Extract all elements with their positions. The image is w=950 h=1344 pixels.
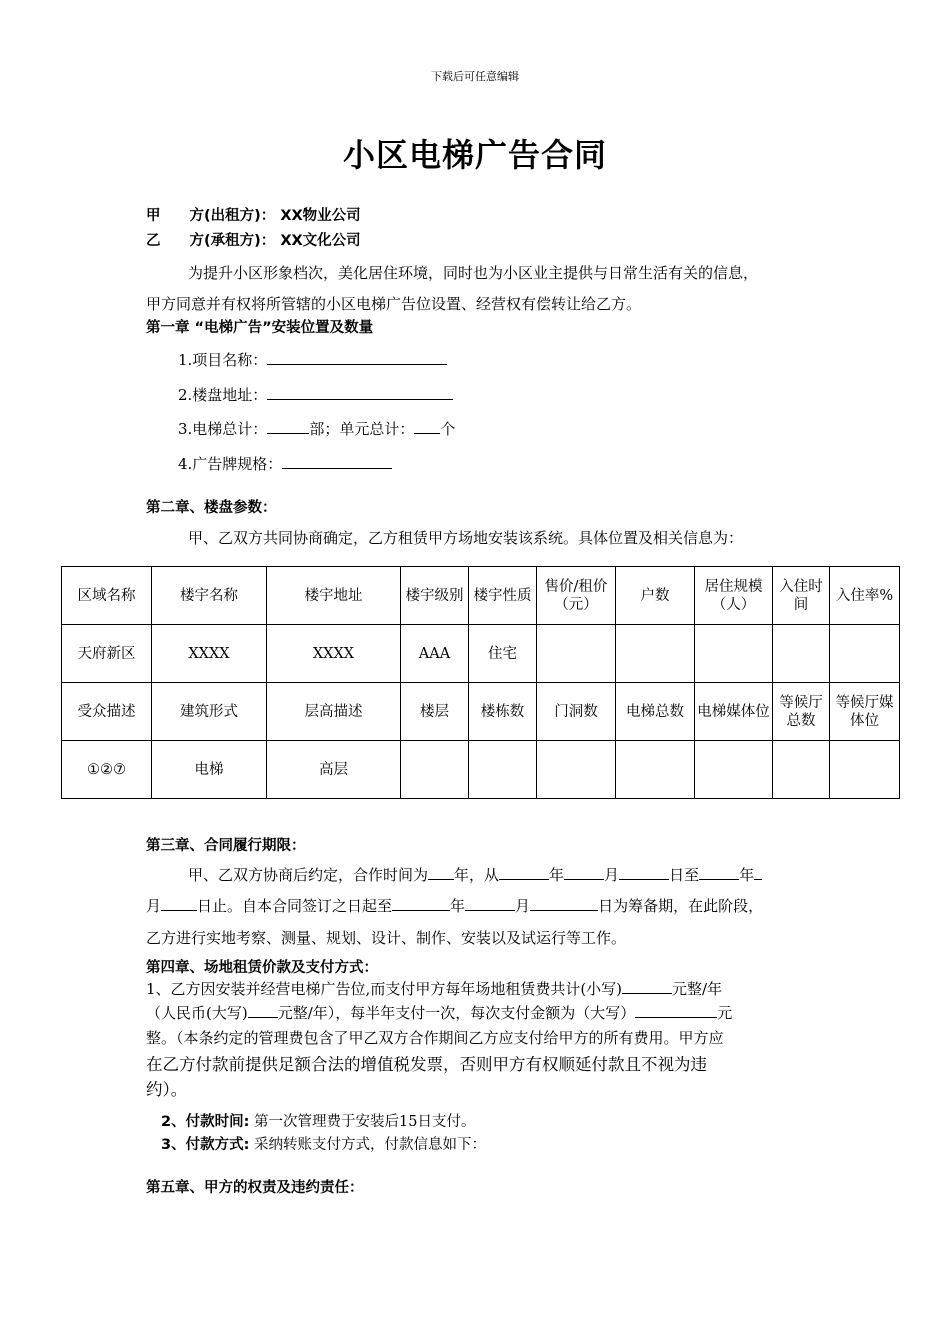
- ch4-para-1: [146, 978, 722, 999]
- ch3-text: 年: [549, 866, 565, 884]
- party-a-label: 甲 方(出租方)：: [146, 208, 276, 224]
- chapter-1-heading: 第一章 “电梯广告”安装位置及数量: [146, 320, 374, 336]
- table-cell: 门洞数: [537, 683, 616, 741]
- annual-fee-words-blank[interactable]: [248, 1003, 278, 1018]
- table-cell: [773, 625, 830, 683]
- ch4-text: （人民币(大写): [146, 1004, 248, 1022]
- ch3-line-2: [146, 895, 763, 916]
- ch3-text: 月: [604, 866, 620, 884]
- sign-spec-blank[interactable]: [282, 454, 392, 469]
- annual-fee-blank[interactable]: [622, 979, 672, 994]
- chapter-2-heading: 第二章、楼盘参数：: [146, 500, 277, 516]
- ch1-item-4-label: 4.广告牌规格：: [178, 455, 283, 473]
- ch4-item-2: [161, 1110, 475, 1131]
- table-cell: 等候厅媒体位: [830, 683, 900, 741]
- table-cell: 电梯: [152, 741, 267, 799]
- table-cell: 电梯总数: [616, 683, 695, 741]
- ch4-para-4: 在乙方付款前提供足额合法的增值税发票，否则甲方有权顺延付款且不视为违: [146, 1055, 707, 1074]
- ch4-para-2: [146, 1002, 732, 1023]
- chapter-3-heading: 第三章、合同履行期限：: [146, 838, 306, 854]
- ch1-item-2: [178, 384, 453, 405]
- ch1-item-1: [178, 349, 447, 370]
- table-cell: [695, 741, 773, 799]
- table-cell: [469, 741, 537, 799]
- party-a-value: XX物业公司: [280, 208, 361, 224]
- payment-method-label: 3、付款方式:: [161, 1137, 250, 1153]
- ch4-text: 元整/年: [672, 980, 723, 998]
- start-month-blank[interactable]: [564, 865, 604, 880]
- ch1-item-3-mid: 部；单元总计：: [309, 420, 415, 438]
- start-day-blank[interactable]: [619, 865, 669, 880]
- ch3-text: 年: [450, 897, 466, 915]
- table-cell: [773, 741, 830, 799]
- table-cell: [537, 741, 616, 799]
- table-cell: 区域名称: [62, 567, 152, 625]
- chapter-4-heading: 第四章、场地租赁价款及支付方式：: [146, 960, 378, 976]
- table-cell: [830, 741, 900, 799]
- table-cell: 楼宇名称: [152, 567, 267, 625]
- ch3-text: 日至: [669, 866, 700, 884]
- address-blank[interactable]: [267, 385, 453, 400]
- ch3-text: 年: [739, 866, 755, 884]
- ch4-text: 元: [717, 1004, 733, 1022]
- table-cell: 入住时间: [773, 567, 830, 625]
- prep-day-blank[interactable]: [530, 896, 598, 911]
- ch3-line-3: 乙方进行实地考察、测量、规划、设计、制作、安装以及试运行等工作。: [146, 929, 627, 947]
- table-row: [62, 625, 900, 683]
- ch1-item-4: [178, 453, 392, 474]
- project-name-blank[interactable]: [267, 350, 447, 365]
- prep-month-blank[interactable]: [465, 896, 515, 911]
- table-row: [62, 567, 900, 625]
- party-b-label: 乙 方(承租方)：: [146, 233, 276, 249]
- table-cell: 等候厅总数: [773, 683, 830, 741]
- ch4-text: 元整/年），每半年支付一次，每次支付金额为（大写）: [277, 1004, 636, 1022]
- installment-blank[interactable]: [635, 1003, 717, 1018]
- chapter-5-heading: 第五章、甲方的权责及违约责任：: [146, 1180, 364, 1196]
- page-title: 小区电梯广告合同: [342, 136, 607, 174]
- table-cell: 楼宇级别: [401, 567, 469, 625]
- elevator-count-blank[interactable]: [267, 419, 309, 434]
- payment-time-text: 第一次管理费于安装后15日支付。: [254, 1114, 476, 1130]
- table-cell: [695, 625, 773, 683]
- ch1-item-2-label: 2.楼盘地址：: [178, 386, 268, 404]
- table-cell: 入住率%: [830, 567, 900, 625]
- end-year-blank[interactable]: [699, 865, 739, 880]
- ch4-item-3: [161, 1133, 486, 1154]
- prep-year-blank[interactable]: [392, 896, 450, 911]
- table-cell: XXXX: [267, 625, 401, 683]
- ch3-text: 月: [515, 897, 531, 915]
- table-cell: 受众描述: [62, 683, 152, 741]
- chapter-2-intro: 甲、乙双方共同协商确定，乙方租赁甲方场地安装该系统。具体位置及相关信息为：: [188, 529, 744, 547]
- table-cell: 层高描述: [267, 683, 401, 741]
- ch3-text: 甲、乙双方协商后约定，合作时间为: [188, 866, 429, 884]
- table-cell: ①②⑦: [62, 741, 152, 799]
- table-cell: 居住规模（人）: [695, 567, 773, 625]
- unit-count-blank[interactable]: [414, 419, 440, 434]
- table-cell: [537, 625, 616, 683]
- payment-time-label: 2、付款时间:: [161, 1114, 250, 1130]
- table-cell: [616, 741, 695, 799]
- end-month-blank-start[interactable]: [754, 865, 762, 880]
- table-cell: [830, 625, 900, 683]
- ch1-item-3-label: 3.电梯总计：: [178, 420, 268, 438]
- table-cell: 天府新区: [62, 625, 152, 683]
- ch1-item-3-end: 个: [440, 420, 456, 438]
- ch3-text: 日止。自本合同签订之日起至: [197, 897, 393, 915]
- ch4-text: 1、乙方因安装并经营电梯广告位,而支付甲方每年场地租赁费共计(小写): [146, 980, 623, 998]
- end-day-blank[interactable]: [161, 896, 197, 911]
- table-cell: 楼层: [401, 683, 469, 741]
- payment-method-text: 采纳转账支付方式，付款信息如下：: [254, 1137, 486, 1153]
- party-b: [146, 229, 361, 250]
- ch3-line-1: [188, 864, 762, 885]
- table-cell: [616, 625, 695, 683]
- party-b-value: XX文化公司: [280, 233, 361, 249]
- table-cell: 户数: [616, 567, 695, 625]
- table-cell: 建筑形式: [152, 683, 267, 741]
- table-row: [62, 741, 900, 799]
- header-note: 下载后可任意编辑: [431, 70, 519, 83]
- intro-line-2: 甲方同意并有权将所管辖的小区电梯广告位设置、经营权有偿转让给乙方。: [146, 295, 642, 313]
- ch4-para-3: 整。（本条约定的管理费包含了甲乙双方合作期间乙方应支付给甲方的所有费用。甲方应: [146, 1029, 724, 1047]
- ch3-text: 月: [146, 897, 162, 915]
- intro-line-1: 为提升小区形象档次，美化居住环境，同时也为小区业主提供与日常生活有关的信息，: [188, 264, 759, 282]
- table-cell: 住宅: [469, 625, 537, 683]
- table-cell: 楼宇性质: [469, 567, 537, 625]
- ch3-text: 日为筹备期，在此阶段，: [598, 897, 764, 915]
- table-cell: 楼宇地址: [267, 567, 401, 625]
- ch1-item-1-label: 1.项目名称：: [178, 351, 268, 369]
- building-params-table: [61, 566, 900, 799]
- table-cell: 高层: [267, 741, 401, 799]
- ch3-text: 年，从: [454, 866, 500, 884]
- table-cell: 售价/租价（元）: [537, 567, 616, 625]
- term-years-blank[interactable]: [428, 865, 454, 880]
- start-year-blank[interactable]: [499, 865, 549, 880]
- party-a: [146, 204, 361, 225]
- ch4-para-5: 约）。: [146, 1080, 188, 1099]
- table-cell: XXXX: [152, 625, 267, 683]
- table-row: [62, 683, 900, 741]
- table-cell: 楼栋数: [469, 683, 537, 741]
- table-cell: AAA: [401, 625, 469, 683]
- table-cell: 电梯媒体位: [695, 683, 773, 741]
- ch1-item-3: [178, 418, 455, 439]
- table-cell: [401, 741, 469, 799]
